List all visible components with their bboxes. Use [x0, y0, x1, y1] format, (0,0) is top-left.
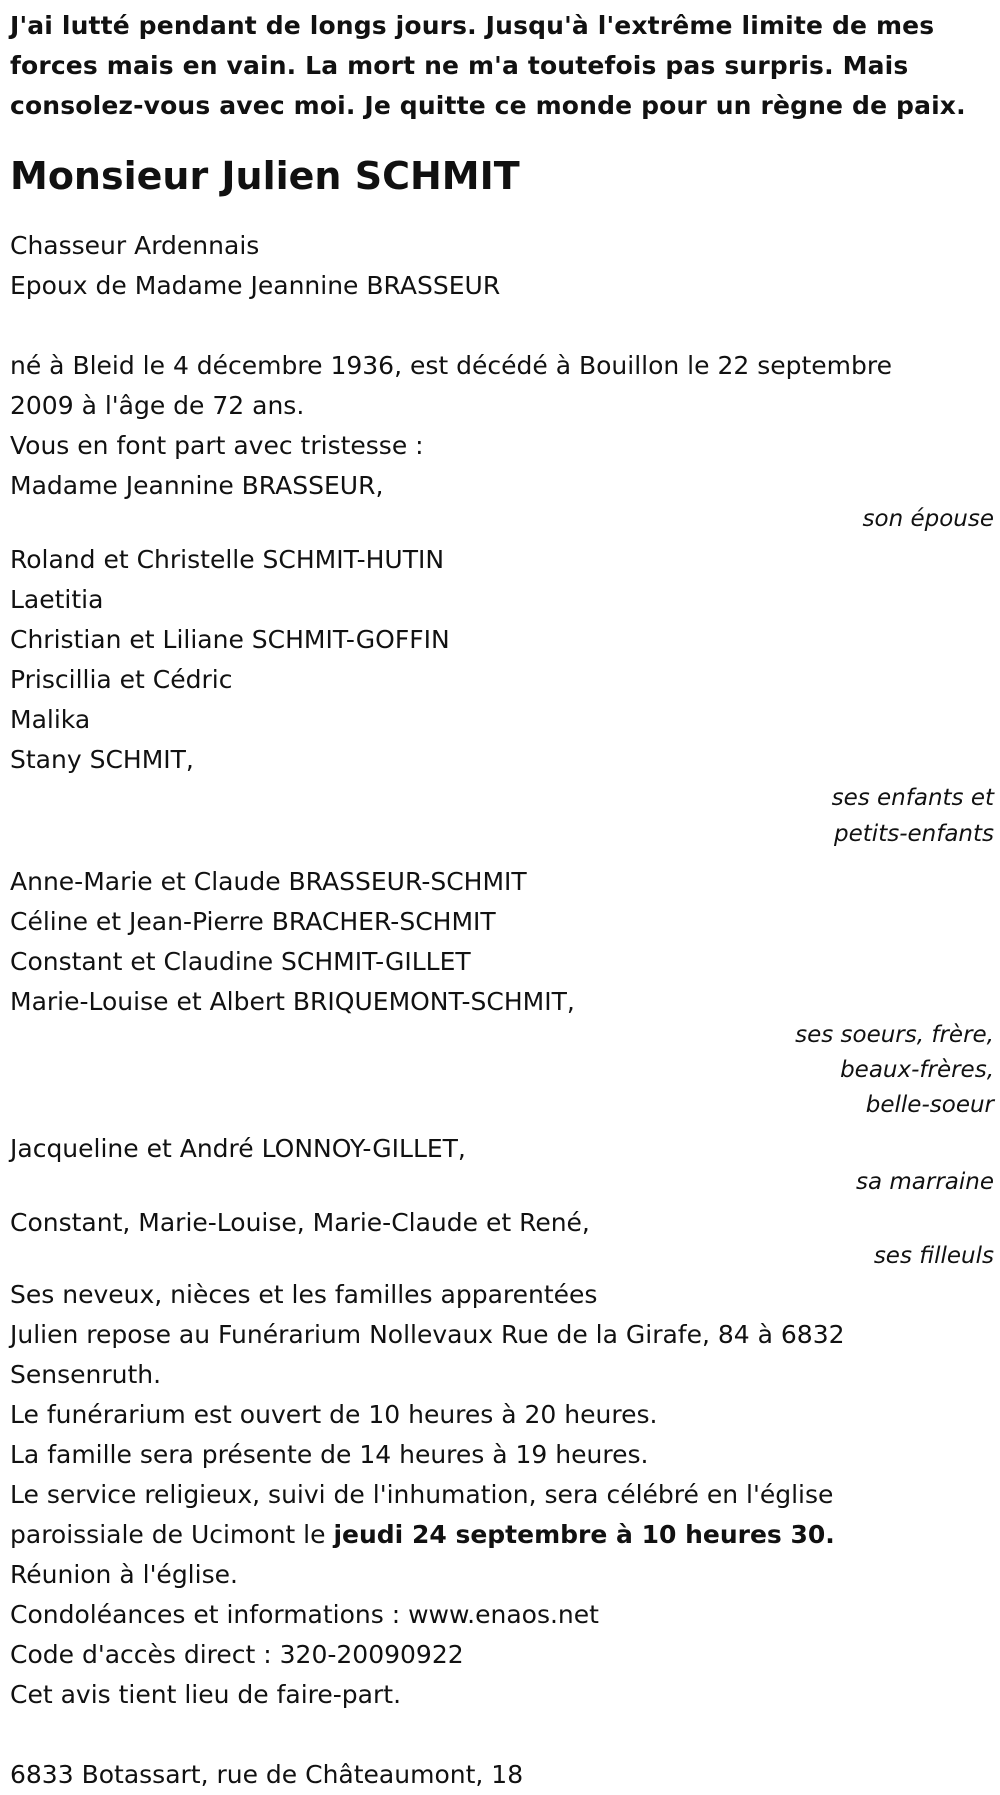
family-name: Christian et Liliane SCHMIT-GOFFIN: [10, 625, 450, 654]
meeting-text: Réunion à l'église.: [10, 1560, 238, 1589]
family-name: Roland et Christelle SCHMIT-HUTIN: [10, 545, 445, 574]
family-name: Madame Jeannine BRASSEUR,: [10, 471, 384, 500]
relation-label: ses filleuls: [873, 1243, 994, 1269]
obituary-body: [10, 226, 994, 1795]
memorial-quote: J'ai lutté pendant de longs jours. Jusqu'à l'extrême limite de mes forces mais en vain. La mort ne m'a toutefois pas surpris. Mais consolez-vous avec moi. Je quitte ce monde pour un règne de paix.: [10, 11, 966, 120]
relation-label: son épouse: [862, 506, 994, 532]
access-code-text: Code d'accès direct : 320-20090922: [10, 1640, 464, 1669]
family-name: Laetitia: [10, 585, 104, 614]
rest-location-text: Julien repose au Funérarium Nollevaux Rue de la Girafe, 84 à 6832 Sensenruth.: [10, 1320, 845, 1389]
relation-label-line: belle-soeur: [865, 1092, 994, 1118]
relation-label: sa marraine: [855, 1169, 994, 1195]
family-name: Constant, Marie-Louise, Marie-Claude et René,: [10, 1208, 590, 1237]
family-name: Marie-Louise et Albert BRIQUEMONT-SCHMIT,: [10, 987, 575, 1016]
relation-label-line: ses enfants et: [831, 785, 994, 811]
family-name: Anne-Marie et Claude BRASSEUR-SCHMIT: [10, 867, 527, 896]
address-text: 6833 Botassart, rue de Châteaumont, 18: [10, 1760, 524, 1789]
deceased-name: Monsieur Julien SCHMIT: [10, 154, 520, 198]
family-name: Stany SCHMIT,: [10, 745, 194, 774]
intro-text: Vous en font part avec tristesse :: [10, 431, 424, 460]
birth-death-text: né à Bleid le 4 décembre 1936, est décédé à Bouillon le 22 septembre 2009 à l'âge de 72 ans.: [10, 351, 893, 420]
notice-text: Cet avis tient lieu de faire-part.: [10, 1680, 402, 1709]
family-name: Malika: [10, 705, 91, 734]
spouse-line: Epoux de Madame Jeannine BRASSEUR: [10, 271, 501, 300]
service-date: jeudi 24 septembre à 10 heures 30.: [333, 1520, 835, 1549]
profession: Chasseur Ardennais: [10, 231, 260, 260]
relation-label-line: beaux-frères,: [840, 1057, 994, 1083]
relation-label-line: petits-enfants: [834, 821, 994, 847]
relatives-text: Ses neveux, nièces et les familles apparentées: [10, 1280, 598, 1309]
condolences-text: Condoléances et informations : www.enaos.net: [10, 1600, 599, 1629]
family-presence-text: La famille sera présente de 14 heures à 19 heures.: [10, 1440, 649, 1469]
family-name: Priscillia et Cédric: [10, 665, 233, 694]
family-name: Céline et Jean-Pierre BRACHER-SCHMIT: [10, 907, 496, 936]
family-name: Jacqueline et André LONNOY-GILLET,: [10, 1134, 466, 1163]
family-name: Constant et Claudine SCHMIT-GILLET: [10, 947, 471, 976]
service-text: [10, 1475, 920, 1555]
funerarium-hours-text: Le funérarium est ouvert de 10 heures à 20 heures.: [10, 1400, 658, 1429]
relation-label: [10, 1018, 994, 1123]
relation-label-line: ses soeurs, frère,: [795, 1022, 994, 1048]
service-description: Le service religieux, suivi de l'inhumation, sera célébré en l'église paroissiale de Ucimont le: [10, 1480, 834, 1549]
relation-label: [10, 780, 994, 852]
